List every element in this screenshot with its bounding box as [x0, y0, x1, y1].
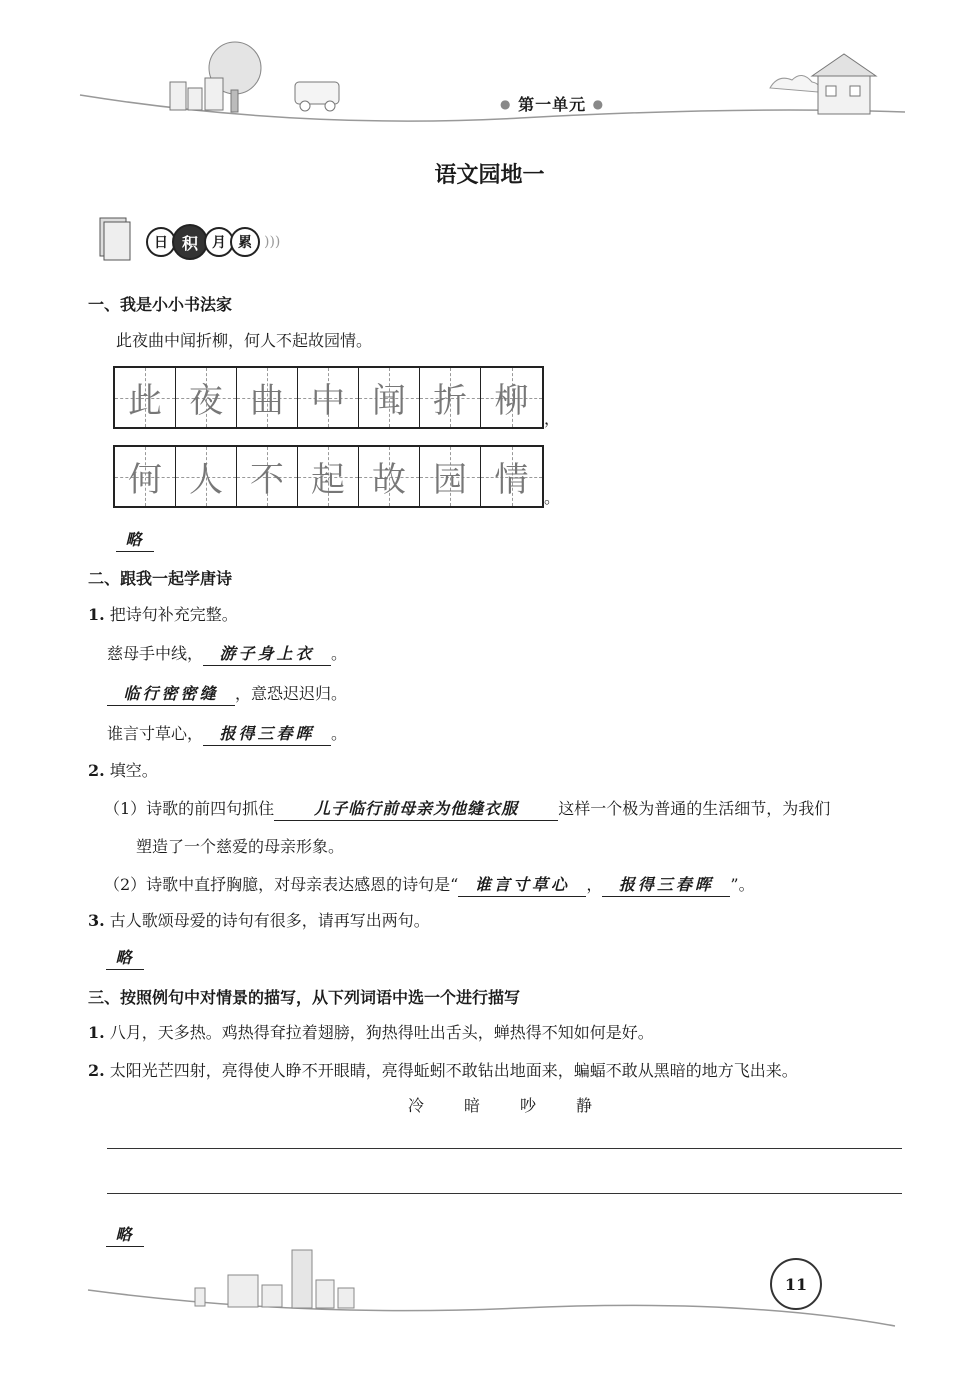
badge-char: 月 [204, 227, 234, 257]
question-number: 2. [88, 761, 105, 780]
section2-heading: 二、跟我一起学唐诗 [88, 569, 233, 588]
answer-field[interactable] [106, 945, 144, 970]
answer-field[interactable]: 报得三春晖 [602, 872, 730, 897]
question-text: ”。 [730, 875, 755, 894]
poem-text: ，意恐迟迟归。 [235, 684, 348, 703]
grid-cell: 不 [237, 447, 298, 506]
poem-text: 谁言寸草心， [107, 724, 204, 743]
grid-cell: 人 [176, 447, 237, 506]
word-option[interactable]: 暗 [464, 1096, 481, 1115]
grid-cell: 折 [420, 368, 481, 427]
fill-blank-1-cont: 塑造了一个慈爱的母亲形象。 [136, 837, 345, 856]
grid-cell: 闻 [359, 368, 420, 427]
poem-text: 。 [331, 724, 348, 743]
poem-fill-line-3 [107, 721, 347, 746]
punctuation: 。 [544, 488, 561, 507]
writing-line[interactable] [107, 1148, 902, 1149]
answer-field[interactable]: 游子身上衣 [203, 641, 331, 666]
wave-icon: ))) [264, 234, 281, 250]
unit-label: 第一单元 [518, 95, 587, 114]
section3-heading: 三、按照例句中对情景的描写，从下列词语中选一个进行描写 [88, 988, 521, 1007]
grid-cell: 起 [298, 447, 359, 506]
answer-field[interactable]: 临行密密缝 [107, 681, 235, 706]
grid-cell: 何 [115, 447, 176, 506]
sentence-text: 太阳光芒四射，亮得使人睁不开眼睛，亮得蚯蚓不敢钻出地面来，蝙蝠不敢从黑暗的地方飞出来。 [109, 1061, 798, 1080]
badge-char: 累 [230, 227, 260, 257]
answer-field[interactable] [116, 527, 154, 552]
poem-line: 此夜曲中闻折柳，何人不起故园情。 [116, 331, 373, 350]
grid-cell: 故 [359, 447, 420, 506]
question-text: 把诗句补充完整。 [109, 605, 238, 624]
word-option[interactable]: 吵 [520, 1096, 537, 1115]
example-sentence-2 [88, 1058, 798, 1081]
grid-cell: 夜 [176, 368, 237, 427]
bullet-icon: ● [592, 97, 605, 111]
writing-line[interactable] [107, 1193, 902, 1194]
badge-char: 日 [146, 227, 176, 257]
question-text: ， [586, 875, 603, 894]
question-text: 这样一个极为普通的生活细节，为我们 [558, 799, 831, 818]
grid-cell: 此 [115, 368, 176, 427]
calligraphy-row-1 [113, 366, 560, 429]
calligraphy-row-2 [113, 445, 560, 508]
fill-blank-2 [104, 872, 755, 897]
answer-text: 略 [106, 1222, 144, 1247]
poem-fill-line-1 [107, 641, 347, 666]
example-sentence-1 [88, 1020, 654, 1043]
grid-cell: 中 [298, 368, 359, 427]
question-3 [88, 908, 430, 931]
punctuation: ， [544, 409, 561, 428]
section-badge [100, 218, 281, 254]
question-number: 3. [88, 911, 105, 930]
grid-cell: 曲 [237, 368, 298, 427]
question-text: 填空。 [109, 761, 158, 780]
fill-blank-1 [104, 796, 830, 821]
grid-cell: 情 [481, 447, 542, 506]
poem-text: 慈母手中线， [107, 644, 204, 663]
word-option[interactable]: 静 [576, 1096, 593, 1115]
question-2 [88, 758, 158, 781]
grid-cell: 柳 [481, 368, 542, 427]
section1-heading: 一、我是小小书法家 [88, 295, 233, 314]
question-text: （2）诗歌中直抒胸臆，对母亲表达感恩的诗句是“ [104, 875, 459, 894]
footer-decoration [0, 1230, 979, 1340]
word-option[interactable]: 冷 [408, 1096, 425, 1115]
answer-text: 略 [106, 945, 144, 970]
poem-fill-line-2 [107, 681, 347, 706]
page-number: 11 [770, 1258, 822, 1310]
badge-char: 积 [172, 224, 208, 260]
question-1 [88, 602, 238, 625]
poem-text: 。 [331, 644, 348, 663]
answer-field[interactable]: 谁言寸草心 [458, 872, 586, 897]
question-text: 古人歌颂母爱的诗句有很多，请再写出两句。 [109, 911, 430, 930]
writing-grid [113, 445, 544, 508]
book-icon [96, 212, 140, 262]
question-number: 1. [88, 605, 105, 624]
header-decoration [0, 0, 979, 140]
unit-title [500, 92, 604, 115]
grid-cell: 园 [420, 447, 481, 506]
sentence-text: 八月，天多热。鸡热得耷拉着翅膀，狗热得吐出舌头，蝉热得不知如何是好。 [109, 1023, 654, 1042]
word-choices [408, 1093, 592, 1116]
page-title: 语文园地一 [434, 163, 545, 188]
sentence-number: 1. [88, 1023, 105, 1042]
question-text: （1）诗歌的前四句抓住 [104, 799, 275, 818]
sentence-number: 2. [88, 1061, 105, 1080]
answer-text: 略 [116, 527, 154, 552]
answer-field[interactable]: 儿子临行前母亲为他缝衣服 [274, 796, 558, 821]
writing-grid [113, 366, 544, 429]
answer-field[interactable]: 报得三春晖 [203, 721, 331, 746]
bullet-icon: ● [500, 97, 512, 111]
